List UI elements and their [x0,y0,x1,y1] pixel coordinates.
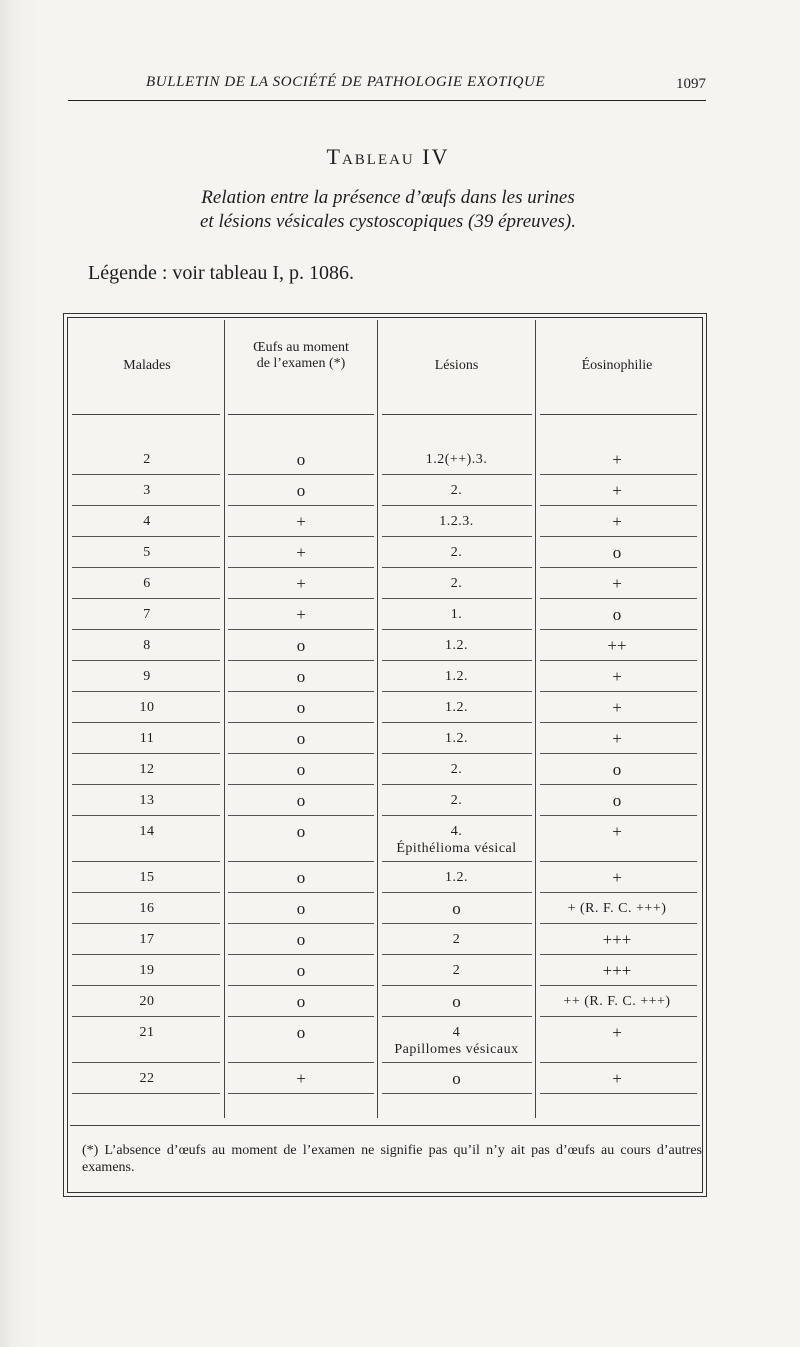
row-rule [382,722,532,723]
row-rule [382,1062,532,1063]
cell-oeufs: o [296,961,306,980]
row-rule [228,567,374,568]
cell-eos: + [612,450,622,469]
row-rule [72,598,220,599]
row-rule [540,815,697,816]
row-rule [72,784,220,785]
cell-oeufs: o [296,791,306,810]
table-title-text: Tableau IV [326,144,450,169]
column-separator [377,320,378,1118]
row-rule [228,753,374,754]
cell-oeufs: o [296,899,306,918]
cell-eos: + [612,822,622,841]
cell-eos: +++ [602,961,632,980]
row-rule [72,474,220,475]
cell-eos: o [612,791,622,810]
cell-oeufs: + [296,543,306,562]
table-subtitle [0,186,776,234]
cell-malade: 14 [139,824,155,839]
row-rule [382,815,532,816]
row-rule [228,536,374,537]
cell-lesions: 2. [450,576,463,591]
row-rule [540,660,697,661]
cell-oeufs: o [296,481,306,500]
row-rule [228,985,374,986]
cell-lesions: o [452,992,461,1011]
header-rule [382,414,532,415]
cell-oeufs: + [296,605,306,624]
row-rule [228,1093,374,1094]
cell-eos: + [612,698,622,717]
header-lesions: Lésions [434,358,479,373]
row-rule [228,474,374,475]
row-rule [228,691,374,692]
row-rule [72,954,220,955]
cell-eos: +++ [602,930,632,949]
row-rule [228,1016,374,1017]
row-rule [382,892,532,893]
cell-malade: 8 [143,638,151,653]
cell-malade: 4 [143,514,151,529]
cell-lesions: o [452,1069,461,1088]
row-rule [382,1093,532,1094]
row-rule [382,629,532,630]
cell-lesions: 2. [450,483,463,498]
row-rule [228,1062,374,1063]
table-footnote: (*) L’absence d’œufs au moment de l’examen ne signifie pas qu’il n’y ait pas d’œufs au cours d’autres examens. [82,1143,702,1175]
cell-malade: 21 [139,1025,155,1040]
row-rule [72,815,220,816]
row-rule [540,505,697,506]
subtitle-line-1: Relation entre la présence d’œufs dans les urines [201,187,575,208]
cell-eos: + [612,1023,622,1042]
row-rule [540,784,697,785]
cell-eos: + [612,512,622,531]
cell-eos: + (R. F. C. +++) [567,901,667,916]
header-eosinophilie: Éosinophilie [581,358,653,373]
cell-malade: 15 [139,870,155,885]
cell-eos: + [612,868,622,887]
row-rule [228,598,374,599]
cell-lesions-note: Épithélioma vésical [396,841,517,856]
cell-oeufs: o [296,822,306,841]
column-separator [535,320,536,1118]
row-rule [228,861,374,862]
cell-malade: 17 [139,932,155,947]
cell-lesions: o [452,899,461,918]
cell-lesions: 1.2.3. [439,514,474,529]
row-rule [72,892,220,893]
row-rule [540,923,697,924]
row-rule [540,892,697,893]
cell-oeufs: o [296,930,306,949]
table-title [0,144,776,170]
cell-lesions: 1.2. [445,731,468,746]
cell-lesions: 1.2. [445,669,468,684]
row-rule [72,985,220,986]
row-rule [540,691,697,692]
row-rule [382,923,532,924]
row-rule [540,861,697,862]
row-rule [540,474,697,475]
cell-lesions [379,823,534,857]
header-malades: Malades [123,358,171,373]
cell-oeufs: o [296,992,306,1011]
row-rule [228,629,374,630]
cell-lesions [379,1024,534,1058]
row-rule [382,753,532,754]
cell-malade: 19 [139,963,155,978]
cell-lesions: 1.2. [445,700,468,715]
row-rule [228,505,374,506]
table-frame [63,313,707,1197]
row-rule [540,985,697,986]
row-rule [228,722,374,723]
cell-malade: 22 [139,1071,155,1086]
row-rule [382,861,532,862]
row-rule [228,784,374,785]
cell-lesions-value: 4. [450,824,463,839]
cell-oeufs: o [296,760,306,779]
row-rule [382,536,532,537]
row-rule [540,1093,697,1094]
cell-malade: 10 [139,700,155,715]
row-rule [540,954,697,955]
cell-eos: + [612,574,622,593]
cell-oeufs: o [296,450,306,469]
cell-eos: o [612,543,622,562]
header-oeufs-line-1: Œufs au moment [253,340,349,355]
cell-lesions: 1.2(++).3. [425,452,488,467]
row-rule [382,691,532,692]
row-rule [72,629,220,630]
cell-malade: 12 [139,762,155,777]
page-number: 1097 [676,76,706,92]
cell-oeufs: + [296,512,306,531]
row-rule [72,1062,220,1063]
row-rule [540,753,697,754]
row-rule [540,567,697,568]
running-head [68,74,706,101]
row-rule [72,923,220,924]
cell-malade: 7 [143,607,151,622]
cell-malade: 6 [143,576,151,591]
journal-title: BULLETIN DE LA SOCIÉTÉ DE PATHOLOGIE EXOTIQUE [146,74,546,90]
subtitle-line-2: et lésions vésicales cystoscopiques (39 épreuves). [199,211,576,232]
cell-oeufs: o [296,868,306,887]
row-rule [72,1016,220,1017]
row-rule [72,722,220,723]
cell-eos: ++ [607,636,627,655]
cell-malade: 3 [143,483,151,498]
cell-lesions: 2 [452,963,461,978]
cell-lesions: 2. [450,793,463,808]
row-rule [72,536,220,537]
cell-oeufs: o [296,1023,306,1042]
footnote-rule [70,1125,700,1126]
cell-eos: + [612,729,622,748]
row-rule [382,505,532,506]
row-rule [72,753,220,754]
row-rule [228,892,374,893]
cell-lesions: 1.2. [445,638,468,653]
row-rule [72,691,220,692]
cell-malade: 16 [139,901,155,916]
row-rule [72,1093,220,1094]
legend-reference: Légende : voir tableau I, p. 1086. [88,262,355,284]
column-separator [224,320,225,1118]
cell-eos: + [612,481,622,500]
row-rule [540,722,697,723]
header-rule [72,414,220,415]
row-rule [382,598,532,599]
cell-malade: 9 [143,669,151,684]
cell-oeufs: + [296,574,306,593]
row-rule [228,923,374,924]
row-rule [228,954,374,955]
row-rule [382,567,532,568]
header-rule [228,414,374,415]
cell-malade: 13 [139,793,155,808]
row-rule [540,536,697,537]
cell-lesions: 1.2. [445,870,468,885]
row-rule [540,598,697,599]
cell-eos: + [612,1069,622,1088]
cell-eos: + [612,667,622,686]
row-rule [228,815,374,816]
header-oeufs-line-2: de l’examen (*) [256,356,346,371]
cell-oeufs: o [296,729,306,748]
row-rule [228,660,374,661]
cell-lesions: 2. [450,762,463,777]
cell-malade: 11 [139,731,155,746]
cell-oeufs: o [296,636,306,655]
cell-oeufs: o [296,698,306,717]
cell-eos: o [612,760,622,779]
cell-lesions: 1. [450,607,463,622]
cell-lesions: 2. [450,545,463,560]
cell-oeufs: + [296,1069,306,1088]
row-rule [72,505,220,506]
row-rule [72,861,220,862]
cell-oeufs: o [296,667,306,686]
row-rule [382,784,532,785]
row-rule [72,567,220,568]
cell-eos: ++ (R. F. C. +++) [563,994,671,1009]
header-oeufs [226,340,376,372]
row-rule [382,985,532,986]
row-rule [382,474,532,475]
row-rule [540,1062,697,1063]
cell-malade: 2 [143,452,151,467]
cell-lesions: 2 [452,932,461,947]
row-rule [72,660,220,661]
header-rule [540,414,697,415]
cell-lesions-note: Papillomes vésicaux [394,1042,519,1057]
cell-lesions-value: 4 [452,1025,461,1040]
cell-malade: 20 [139,994,155,1009]
row-rule [382,954,532,955]
row-rule [382,660,532,661]
row-rule [382,1016,532,1017]
cell-malade: 5 [143,545,151,560]
cell-eos: o [612,605,622,624]
row-rule [540,1016,697,1017]
row-rule [540,629,697,630]
